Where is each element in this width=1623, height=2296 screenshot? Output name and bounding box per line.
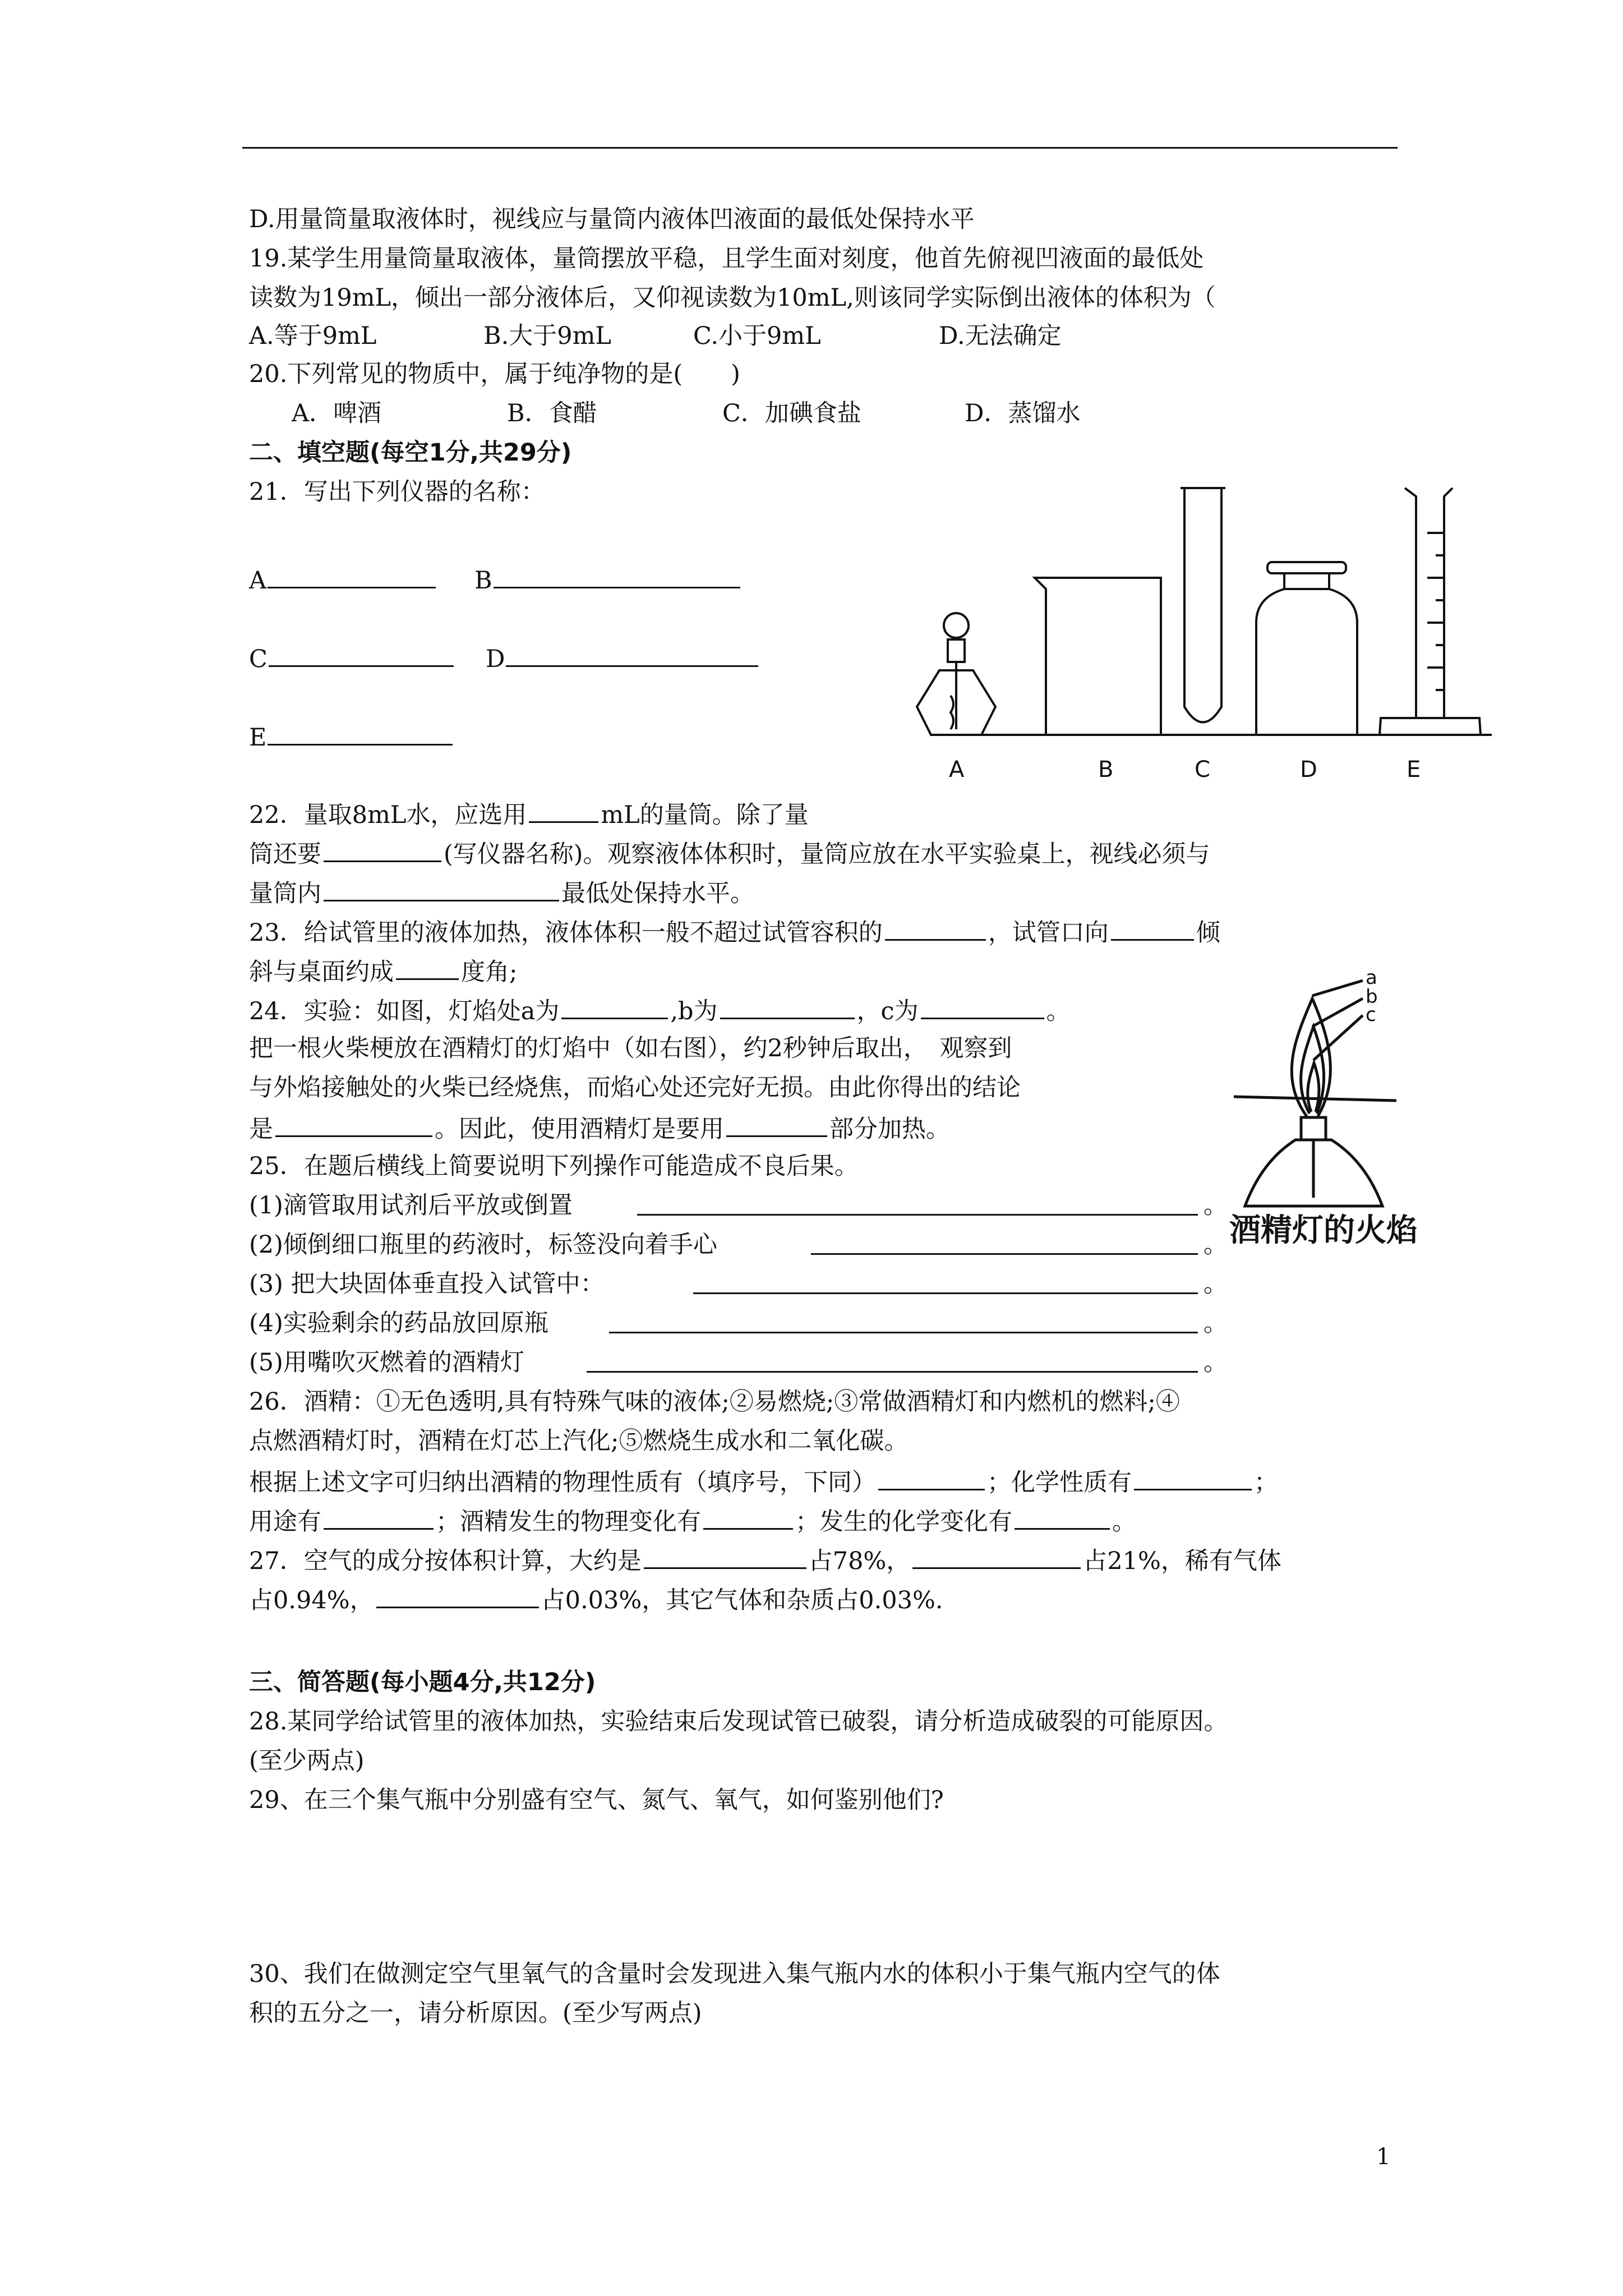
q21-label-e: E bbox=[249, 724, 267, 752]
q27-blank-co2[interactable] bbox=[376, 1586, 539, 1608]
flame-core bbox=[1308, 1063, 1319, 1112]
apparatus-label-b: B bbox=[1098, 757, 1114, 783]
q19-option-c: C.小于9mL bbox=[693, 322, 821, 350]
q26-blank-chemical[interactable] bbox=[1134, 1469, 1252, 1490]
q26-blank-chem-change[interactable] bbox=[1015, 1508, 1110, 1530]
matchstick bbox=[1234, 1097, 1396, 1101]
q25-item-3: (3) 把大块固体垂直投入试管中： 。 bbox=[249, 1270, 1228, 1298]
q24-blank-conclusion[interactable] bbox=[275, 1115, 432, 1137]
q21-row-e bbox=[249, 724, 455, 750]
q26-blank-phys-change[interactable] bbox=[703, 1508, 793, 1530]
q22-line1: 22．量取8mL水，应选用 mL的量筒。除了量 bbox=[249, 801, 809, 829]
q23-blank-3[interactable] bbox=[396, 958, 459, 980]
q25-blank-2[interactable] bbox=[811, 1233, 1198, 1255]
q20-option-b: B．食醋 bbox=[507, 399, 597, 427]
q26-blank-physical[interactable] bbox=[878, 1469, 985, 1490]
q27-line1: 27．空气的成分按体积计算，大约是 占78%， 占21%，稀有气体 bbox=[249, 1547, 1281, 1575]
q27-line2: 占0.94%， 占0.03%，其它气体和杂质占0.03%. bbox=[249, 1586, 943, 1614]
wick-holder bbox=[1301, 1117, 1326, 1140]
q18-option-d: D.用量筒量取液体时，视线应与量筒内液体凹液面的最低处保持水平 bbox=[249, 205, 975, 233]
q19-line2: 读数为19mL，倾出一部分液体后，又仰视读数为10mL,则该同学实际倒出液体的体积为（ bbox=[249, 284, 1216, 312]
flame-label-a: a bbox=[1366, 970, 1377, 989]
q19-options bbox=[249, 322, 1062, 350]
q21-row-cd bbox=[249, 645, 505, 673]
q24-line4: 是 。因此，使用酒精灯是要用 部分加热。 bbox=[249, 1115, 950, 1143]
q24-blank-b[interactable] bbox=[720, 997, 855, 1019]
test-tube-drawing bbox=[1184, 488, 1221, 723]
q22-blank-2[interactable] bbox=[324, 840, 441, 862]
q21-label-b: B bbox=[474, 567, 743, 593]
q19-line1: 19.某学生用量筒量取液体，量筒摆放平稳，且学生面对刻度，他首先俯视凹液面的最低处 bbox=[249, 245, 1204, 273]
flame-figure bbox=[1228, 970, 1430, 1251]
q30-line2: 积的五分之一，请分析原因。(至少写两点) bbox=[249, 1999, 702, 2027]
q24-line1: 24．实验：如图，灯焰处a为 ,b为 ，c为 。 bbox=[249, 997, 1071, 1025]
page-number: 1 bbox=[1376, 2144, 1391, 2170]
q21-blank-d[interactable] bbox=[506, 645, 758, 667]
q27-blank-o2[interactable] bbox=[912, 1547, 1081, 1569]
q20-stem: 20.下列常见的物质中，属于纯净物的是( ) bbox=[249, 360, 740, 388]
q26-line2: 点燃酒精灯时，酒精在灯芯上汽化;⑤燃烧生成水和二氧化碳。 bbox=[249, 1427, 909, 1455]
reagent-bottle-drawing bbox=[1256, 562, 1357, 735]
flame-caption: 酒精灯的火焰 bbox=[1229, 1212, 1418, 1249]
q28-line2: (至少两点) bbox=[249, 1747, 365, 1775]
q23-line2: 斜与桌面约成 度角; bbox=[249, 958, 518, 986]
q24-line3: 与外焰接触处的火柴已经烧焦，而焰心处还完好无损。由此你得出的结论 bbox=[249, 1074, 1021, 1102]
q19-option-d: D.无法确定 bbox=[939, 322, 1062, 350]
alcohol-lamp-drawing bbox=[917, 613, 995, 735]
q24-blank-a[interactable] bbox=[561, 997, 668, 1019]
q19-option-a: A.等于9mL bbox=[249, 322, 377, 350]
q25-item-2: (2)倾倒细口瓶里的药液时，标签没向着手心 。 bbox=[249, 1231, 1228, 1259]
q19-option-b: B.大于9mL bbox=[483, 322, 611, 350]
apparatus-label-a: A bbox=[949, 757, 965, 783]
apparatus-label-d: D bbox=[1300, 757, 1317, 783]
q22-line3: 量筒内 最低处保持水平。 bbox=[249, 880, 754, 908]
q21-blank-c[interactable] bbox=[269, 645, 454, 667]
beaker-drawing bbox=[1035, 578, 1161, 735]
q26-line3: 根据上述文字可归纳出酒精的物理性质有（填序号，下同） ；化学性质有 ； bbox=[249, 1469, 1278, 1497]
q23-blank-1[interactable] bbox=[885, 919, 986, 941]
q30-line1: 30、我们在做测定空气里氧气的含量时会发现进入集气瓶内水的体积小于集气瓶内空气的体 bbox=[249, 1960, 1220, 1988]
apparatus-label-c: C bbox=[1195, 757, 1210, 783]
q25-item-4: (4)实验剩余的药品放回原瓶 。 bbox=[249, 1309, 1228, 1337]
q21-blank-e[interactable] bbox=[268, 724, 453, 746]
q20-option-a: A．啤酒 bbox=[292, 399, 382, 427]
flame-label-b: b bbox=[1366, 986, 1378, 1008]
apparatus-label-e: E bbox=[1407, 757, 1421, 783]
q25-blank-3[interactable] bbox=[693, 1272, 1198, 1294]
measuring-cylinder-drawing bbox=[1380, 488, 1481, 735]
q24-blank-c[interactable] bbox=[921, 997, 1044, 1019]
q20-option-d: D．蒸馏水 bbox=[965, 399, 1081, 427]
q27-blank-n2[interactable] bbox=[644, 1547, 806, 1569]
flame-label-c: c bbox=[1366, 1004, 1376, 1026]
q22-line2: 筒还要 (写仪器名称)。观察液体体积时，量筒应放在水平实验桌上，视线必须与 bbox=[249, 840, 1210, 868]
section-3-heading: 三、简答题(每小题4分,共12分) bbox=[249, 1668, 596, 1696]
q21-stem: 21．写出下列仪器的名称： bbox=[249, 478, 545, 506]
q29-stem: 29、在三个集气瓶中分别盛有空气、氮气、氧气，如何鉴别他们? bbox=[249, 1786, 944, 1814]
q21-label-a: A bbox=[249, 567, 267, 595]
q22-blank-3[interactable] bbox=[324, 880, 559, 901]
q21-label-c: C bbox=[249, 645, 268, 673]
q21-label-d: D bbox=[486, 645, 760, 671]
q24-blank-part[interactable] bbox=[726, 1115, 827, 1137]
q26-line4: 用途有 ；酒精发生的物理变化有 ；发生的化学变化有 。 bbox=[249, 1508, 1136, 1536]
q20-option-c: C．加碘食盐 bbox=[722, 399, 861, 427]
apparatus-figure bbox=[897, 471, 1503, 785]
q25-item-5: (5)用嘴吹灭燃着的酒精灯 。 bbox=[249, 1349, 1228, 1377]
q24-line2: 把一根火柴梗放在酒精灯的灯焰中（如右图），约2秒钟后取出， 观察到 bbox=[249, 1034, 1012, 1062]
q23-line1: 23．给试管里的液体加热，液体体积一般不超过试管容积的 ，试管口向 倾 bbox=[249, 919, 1220, 947]
section-2-heading: 二、填空题(每空1分,共29分) bbox=[249, 439, 572, 467]
q21-row-ab bbox=[249, 567, 492, 595]
q25-blank-4[interactable] bbox=[609, 1312, 1198, 1333]
q20-options bbox=[292, 399, 1081, 427]
q25-blank-5[interactable] bbox=[587, 1351, 1198, 1373]
q22-blank-1[interactable] bbox=[529, 801, 598, 823]
header-rule bbox=[242, 147, 1398, 149]
q26-line1: 26．酒精：①无色透明,具有特殊气味的液体;②易燃烧;③常做酒精灯和内燃机的燃料;④ bbox=[249, 1388, 1180, 1416]
q23-blank-2[interactable] bbox=[1111, 919, 1194, 941]
q21-blank-a[interactable] bbox=[268, 567, 436, 588]
q25-item-1: (1)滴管取用试剂后平放或倒置 。 bbox=[249, 1191, 1228, 1220]
q28-line1: 28.某同学给试管里的液体加热，实验结束后发现试管已破裂，请分析造成破裂的可能原因。 bbox=[249, 1708, 1228, 1736]
q25-blank-1[interactable] bbox=[637, 1194, 1198, 1216]
q26-blank-use[interactable] bbox=[324, 1508, 434, 1530]
q25-stem: 25．在题后横线上简要说明下列操作可能造成不良后果。 bbox=[249, 1152, 859, 1180]
q21-blank-b[interactable] bbox=[494, 567, 740, 588]
